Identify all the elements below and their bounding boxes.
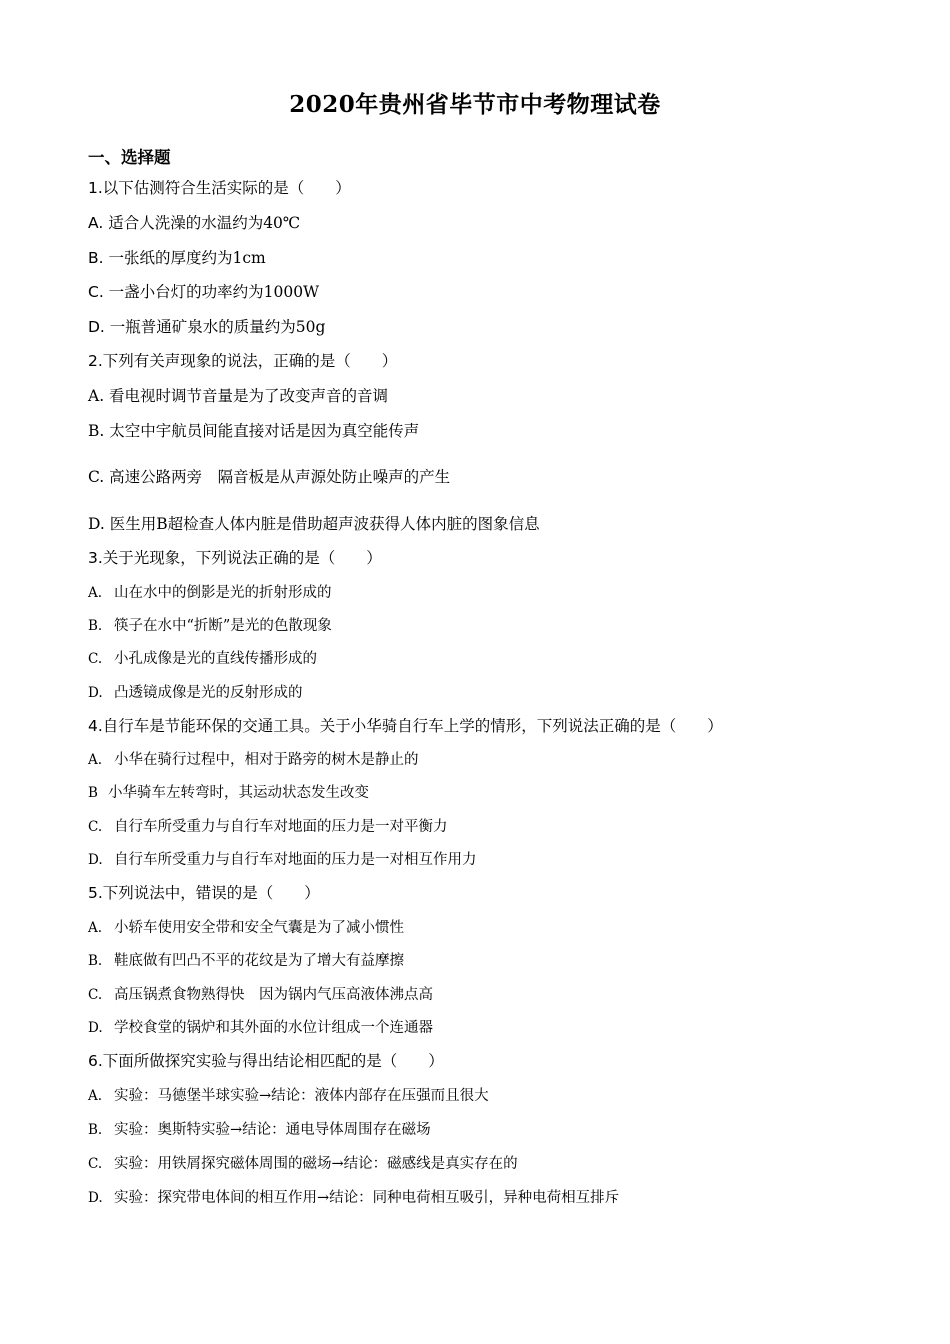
question-3-stem: [88, 548, 382, 568]
option-letter: A.: [88, 920, 103, 936]
question-6-stem: [88, 1051, 444, 1071]
option-text: 实验：探究带电体间的相互作用→结论：同种电荷相互吸引，异种电荷相互排斥: [114, 1190, 620, 1206]
question-5-option-a: [88, 918, 404, 938]
option-text: 山在水中的倒影是光的折射形成的: [114, 585, 332, 601]
question-3-option-b: [88, 616, 332, 636]
question-1-option-d: [88, 317, 325, 337]
question-text: 以下估测符合生活实际的是（ ）: [102, 179, 351, 197]
question-text: 关于光现象，下列说法正确的是（ ）: [102, 549, 382, 567]
question-number: 3.: [88, 549, 103, 567]
option-text: 鞋底做有凹凸不平的花纹是为了增大有益摩擦: [114, 953, 404, 969]
option-letter: B.: [88, 1122, 103, 1138]
option-text: 实验：用铁屑探究磁体周围的磁场→结论：磁感线是真实存在的: [114, 1156, 518, 1172]
option-letter: B: [88, 785, 98, 801]
question-5-option-c: [88, 985, 433, 1005]
question-4-option-b: [88, 783, 369, 803]
option-text: 实验：奥斯特实验→结论：通电导体周围存在磁场: [114, 1122, 431, 1138]
option-text: 一瓶普通矿泉水的质量约为50g: [104, 318, 326, 336]
option-letter: D.: [88, 685, 103, 701]
option-text: 实验：马德堡半球实验→结论：液体内部存在压强而且很大: [114, 1088, 489, 1104]
question-1-option-b: [88, 248, 266, 268]
question-4-stem: [88, 716, 723, 736]
option-letter: B.: [88, 953, 103, 969]
option-text: 医生用B超检查人体内脏是借助超声波获得人体内脏的图象信息: [104, 515, 540, 533]
option-text: 小轿车使用安全带和安全气囊是为了减小惯性: [114, 920, 404, 936]
option-text: 小华骑车左转弯时，其运动状态发生改变: [108, 785, 369, 801]
option-letter: D.: [88, 318, 105, 336]
option-letter: A.: [88, 387, 105, 405]
option-letter: A.: [88, 585, 103, 601]
question-4-option-d: [88, 850, 477, 870]
question-text: 下列说法中，错误的是（ ）: [102, 884, 320, 902]
option-letter: A.: [88, 752, 103, 768]
option-letter: A.: [88, 214, 104, 232]
option-text: 看电视时调节音量是为了改变声音的音调: [104, 387, 389, 405]
question-1-option-a: [88, 213, 300, 233]
option-text: 太空中宇航员间能直接对话是因为真空能传声: [104, 422, 420, 440]
option-text: 一盏小台灯的功率约为1000W: [103, 283, 320, 301]
option-letter: D.: [88, 852, 103, 868]
question-3-option-d: [88, 683, 303, 703]
question-number: 6.: [88, 1052, 103, 1070]
question-4-option-a: [88, 750, 419, 770]
question-2-option-b: [88, 421, 419, 441]
option-text: 小孔成像是光的直线传播形成的: [114, 651, 317, 667]
page-title: 2020年贵州省毕节市中考物理试卷: [289, 91, 661, 118]
question-6-option-b: [88, 1120, 431, 1140]
option-letter: A.: [88, 1088, 103, 1104]
option-text: 一张纸的厚度约为1cm: [103, 249, 266, 267]
question-2-option-c: [88, 467, 450, 487]
option-letter: D.: [88, 1020, 103, 1036]
option-text: 自行车所受重力与自行车对地面的压力是一对相互作用力: [114, 852, 477, 868]
option-text: 小华在骑行过程中，相对于路旁的树木是静止的: [114, 752, 419, 768]
option-text: 凸透镜成像是光的反射形成的: [114, 685, 303, 701]
option-letter: C.: [88, 651, 103, 667]
question-text: 下面所做探究实验与得出结论相匹配的是（ ）: [102, 1052, 444, 1070]
question-number: 2.: [88, 352, 103, 370]
option-letter: B.: [88, 422, 105, 440]
option-letter: C.: [88, 468, 105, 486]
option-letter: C.: [88, 283, 104, 301]
option-text: 高速公路两旁 隔音板是从声源处防止噪声的产生: [104, 468, 451, 486]
option-text: 自行车所受重力与自行车对地面的压力是一对平衡力: [114, 819, 448, 835]
option-letter: B.: [88, 249, 104, 267]
option-letter: C.: [88, 1156, 103, 1172]
question-text: 下列有关声现象的说法，正确的是（ ）: [102, 352, 398, 370]
option-letter: B.: [88, 618, 103, 634]
option-letter: C.: [88, 987, 103, 1003]
option-letter: C.: [88, 819, 103, 835]
section-heading: 一、选择题: [88, 148, 171, 167]
question-6-option-d: [88, 1188, 619, 1208]
option-letter: D.: [88, 515, 105, 533]
option-text: 高压锅煮食物熟得快 因为锅内气压高液体沸点高: [114, 987, 433, 1003]
question-number: 5.: [88, 884, 103, 902]
question-text: 自行车是节能环保的交通工具。关于小华骑自行车上学的情形，下列说法正确的是（ ）: [102, 717, 723, 735]
option-letter: D.: [88, 1190, 103, 1206]
question-2-option-a: [88, 386, 388, 406]
question-1-option-c: [88, 282, 319, 302]
question-6-option-a: [88, 1086, 489, 1106]
question-2-stem: [88, 351, 397, 371]
question-6-option-c: [88, 1154, 518, 1174]
question-1-stem: [88, 178, 351, 198]
question-3-option-a: [88, 583, 332, 603]
question-4-option-c: [88, 817, 448, 837]
question-5-option-b: [88, 951, 404, 971]
question-number: 4.: [88, 717, 103, 735]
question-number: 1.: [88, 179, 103, 197]
option-text: 筷子在水中“折断”是光的色散现象: [114, 618, 332, 634]
question-5-stem: [88, 883, 320, 903]
question-5-option-d: [88, 1018, 433, 1038]
option-text: 学校食堂的锅炉和其外面的水位计组成一个连通器: [114, 1020, 433, 1036]
question-2-option-d: [88, 514, 540, 534]
option-text: 适合人洗澡的水温约为40℃: [103, 214, 301, 232]
question-3-option-c: [88, 649, 317, 669]
